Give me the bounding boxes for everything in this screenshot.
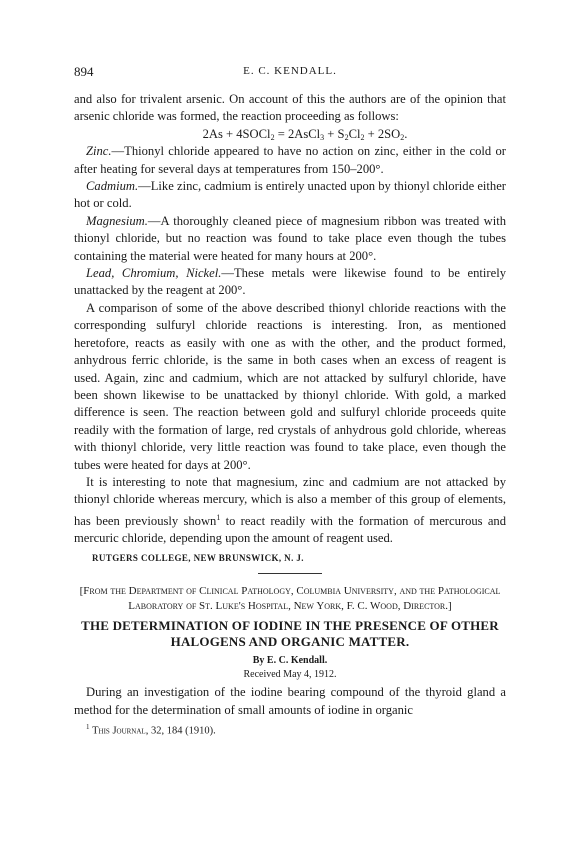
paragraph-comparison: A comparison of some of the above described thionyl chloride reactions with the corresponding sulfuryl chloride reactions is interesting. Iron, as mentioned heretofore, reacts as easily with one as with the other, and the product formed, anhydrous ferric chloride, is the same in both cases when an excess of reagent is used. Again, zinc and cadmium, which are not attacked by sulfuryl chloride, have been shown likewise to be unattacked by thionyl chloride. With gold, a marked difference is seen. The reaction between gold and sulfuryl chloride proceeds quite readily with the formation of large, red crystals of anhydrous gold chloride, whereas with thionyl chloride, very little reaction was found to take place, even though the tubes were heated for days at 200°. — [74, 300, 506, 472]
running-header — [74, 64, 506, 82]
paragraph-cadmium: Cadmium.—Like zinc, cadmium is entirely unacted upon by thionyl chloride either hot or cold. — [74, 179, 506, 211]
paragraph-lead: Lead, Chromium, Nickel.—These metals were likewise found to be entirely unattacked by the reagent at 200°. — [74, 266, 506, 298]
article-received-date: Received May 4, 1912. — [243, 669, 337, 681]
page-number: 894 — [74, 64, 94, 79]
running-author: E. C. KENDALL. — [243, 65, 337, 77]
reaction-equation: 2As + 4SOCl$_2$ = 2AsCl$_3$ + $S_2Cl_2 + 2SO_2$. — [202, 126, 408, 142]
article-byline: By E. C. Kendall. — [252, 655, 328, 667]
footnote-journal: This Journal, — [92, 725, 149, 737]
heading-lead: Lead, Chromium, Nickel. — [86, 266, 222, 281]
article-intro: During an investigation of the iodine bearing compound of the thyroid gland a method for the determination of small amounts of iodine in organic — [74, 685, 506, 717]
page-body — [74, 91, 506, 738]
section-divider — [258, 573, 322, 574]
footnote — [74, 720, 506, 739]
heading-magnesium: Magnesium. — [86, 213, 148, 228]
footnote-ref[interactable]: 1 — [216, 512, 221, 522]
footnote-marker: 1 — [86, 722, 90, 731]
paragraph-magnesium: Magnesium.—A thoroughly cleaned piece of magnesium ribbon was treated with thionyl chloride, but no reaction was found to take place even though the tubes containing the material were heated for many hours at 200°. — [74, 213, 506, 263]
heading-cadmium: Cadmium. — [86, 179, 139, 194]
paragraph-zinc: Zinc.—Thionyl chloride appeared to have no action on zinc, either in the cold or after heating for several days at temperatures from 150–200°. — [74, 144, 506, 176]
article-source-note: [From the Department of Clinical Pathology, Columbia University, and the Pathological Laboratory of St. Luke's Hospital, New York, F. C. Wood, Director.] — [79, 585, 501, 612]
paragraph-arsenic: and also for trivalent arsenic. On account of this the authors are of the opinion that arsenic chloride was formed, the reaction proceeding as follows: — [74, 92, 506, 124]
paragraph-interesting: It is interesting to note that magnesium, zinc and cadmium are not attacked by thionyl chloride whereas mercury, which is also a member of this group of elements, has been previously shown$^1$ to react readily with the formation of mercurous and mercuric chloride, depending upon the amount of reagent used. — [74, 474, 506, 546]
footnote-ref-text: 32, 184 (1910). — [148, 725, 216, 737]
article-title: THE DETERMINATION OF IODINE IN THE PRESENCE OF OTHER HALOGENS AND ORGANIC MATTER. — [81, 618, 499, 650]
heading-zinc: Zinc. — [86, 144, 112, 159]
affiliation: RUTGERS COLLEGE, NEW BRUNSWICK, N. J. — [92, 552, 304, 563]
